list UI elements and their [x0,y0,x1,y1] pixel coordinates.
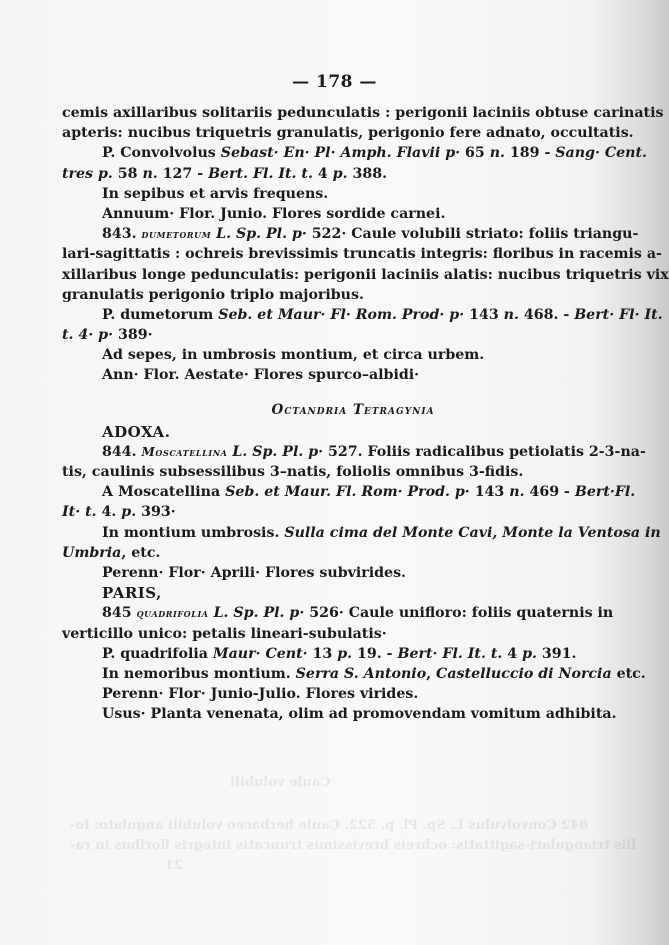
citation-italic: L. Sp. Pl. p· [208,605,310,622]
text-line [62,345,604,365]
text-run: 388. [352,165,388,182]
bleed-through-text: 842 Convolvulus L. Sp. Pl. p. 522. Caule herbaceo volubili angulato: fo- [70,818,589,833]
text-run: Ad sepes, in umbrosis montium, et circa urbem. [102,347,485,364]
text-line [62,563,604,583]
citation-italic: Sulla cima del Monte Cavi, Monte la Ventosa in [284,524,661,541]
text-run: 843. [102,226,142,243]
text-line [62,244,662,264]
text-line [62,123,634,143]
text-line [62,523,661,543]
citation-italic: p. [332,165,353,182]
text-run: P. dumetorum [102,306,219,323]
section-heading: Octandria Tetragynia [271,401,435,418]
text-line [62,502,604,522]
text-run: 844. [102,443,142,460]
text-run: verticillo unico: petalis lineari-subulatis· [62,625,387,642]
text-run: tis, caulinis subsessilibus 3–natis, foliolis omnibus 3-fidis. [62,464,524,480]
entries-adoxa-paris [62,422,661,725]
text-run: In montium umbrosis. [102,524,285,541]
text-run: 19. - [357,645,398,662]
text-line [62,442,646,462]
text-line [62,285,604,305]
text-run: ADOXA. [102,422,171,441]
text-run: Perenn· Flor· Aprili· Flores subvirides. [102,564,406,581]
text-run: 469 - [529,484,575,501]
citation-italic: Maur· Cent· [212,645,313,662]
text-run: PARIS, [102,584,162,603]
text-run: 143 [469,306,504,323]
text-run: , etc. [121,544,161,561]
text-run: etc. [611,665,646,682]
text-line [62,164,604,184]
genus-heading [62,583,604,603]
text-run: A Moscatellina [102,484,226,501]
citation-italic: Seb. et Maur. Fl. Rom· Prod. p· [225,484,475,501]
citation-italic: p. [337,645,358,662]
citation-italic: Bert·Fl. [574,484,636,501]
text-run: 65 [465,145,490,162]
citation-italic: p. [121,504,142,521]
text-run: apteris: nucibus triquetris granulatis, perigonio fere adnato, occultatis. [62,125,634,142]
text-run: 58 [117,165,143,182]
page-number: — 178 — [292,72,377,92]
text-run: 391. [541,645,577,662]
text-line [62,184,604,204]
text-run: granulatis perigonio triplo majoribus. [62,286,364,303]
text-run: 527. Foliis radicalibus petiolatis 2-3-na- [328,443,646,460]
citation-italic: n. [142,165,163,182]
text-line [62,103,664,123]
bleed-through-text: Caule volubili [230,775,331,790]
text-line [62,224,639,244]
text-run: In nemoribus montium. [102,665,296,682]
text-run: In sepibus et arvis frequens. [102,185,329,202]
text-line [62,204,604,224]
text-run: 4. [101,504,122,521]
text-run: , [426,665,437,682]
citation-italic: Serra S. Antonio [295,665,427,682]
text-line [62,482,636,502]
text-line [62,684,604,704]
citation-italic: It· t. [62,504,102,521]
citation-italic: Castelluccio di Norcia [436,665,612,682]
species-name: quadrifolia [136,606,209,621]
text-line [62,265,669,285]
text-run: Ann· Flor. Aestate· Flores spurco–albidi· [102,367,420,384]
species-name: dumetorum [141,227,212,242]
genus-heading [62,422,604,442]
citation-italic: L. Sp. Pl. p· [227,443,329,460]
text-line [62,664,646,684]
text-run: P. Convolvolus [102,145,221,162]
citation-italic: Seb. et Maur· Fl· Rom. Prod· p· [218,306,470,323]
species-name: Moscatellina [141,444,228,459]
text-run: 845 [102,605,137,622]
text-run: xillaribus longe pedunculatis: perigonii laciniis alatis: nucibus triquetris vix [62,266,669,283]
text-line [62,305,663,325]
text-line [62,624,604,644]
citation-italic: L. Sp. Pl. p· [211,226,312,243]
citation-italic: n. [503,306,524,323]
text-run: 468. - [523,306,575,323]
citation-italic: t. 4· p· [62,327,118,344]
text-line [62,543,604,563]
text-line [62,644,604,664]
text-run: Usus· Planta venenata, olim ad promovendam vomitum adhibita. [102,706,617,723]
text-line [62,704,617,724]
citation-italic: Bert· Fl· It. [574,306,663,323]
entry-polygonum-continuation [62,103,669,386]
text-run: lari-sagittatis : ochreis brevissimis truncatis integris: floribus in racemis a- [62,246,662,263]
text-line [62,143,647,163]
citation-italic: n. [489,145,510,162]
text-run: 389· [117,327,153,344]
text-run: 143 [474,484,510,501]
citation-italic: Umbria [62,544,122,561]
citation-italic: p. [522,645,542,662]
citation-italic: Bert. Fl. It. t. [208,165,318,182]
text-line [62,325,604,345]
text-run: 522· Caule volubili striato: foliis triangu- [311,226,639,243]
text-run: Annuum· Flor. Junio. Flores sordide carnei. [102,205,446,222]
text-run: Perenn· Flor· Junio-Julio. Flores virides. [102,686,419,703]
text-line [62,462,604,482]
text-run: 4 [317,165,333,182]
bleed-through-text: 21 [165,858,184,873]
citation-italic: Sebast· En· Pl· Amph. Flavii p· [220,145,466,162]
body-text [62,103,669,724]
citation-italic: Bert· Fl. It. t. [397,645,508,662]
text-run: 393· [141,504,176,521]
citation-italic: Sang· Cent. [555,145,647,162]
text-run: 189 - [509,145,556,162]
text-run: 13 [312,645,338,662]
text-line [62,603,614,623]
bleed-through-text: liis triangulari-sagittatis: ochreis brevissimis truncatis integris floribus in ra- [70,838,637,853]
text-run: 526· Caule unifloro: foliis quaternis in [309,605,614,622]
text-run: cemis axillaribus solitariis pedunculatis : perigonii laciniis obtuse carinatis [62,105,664,121]
text-run: 127 - [162,165,209,182]
text-line [62,365,604,385]
text-run: 4 [507,645,523,662]
text-run: P. quadrifolia [102,645,213,662]
citation-italic: tres p. [62,165,118,182]
citation-italic: n. [509,484,530,501]
